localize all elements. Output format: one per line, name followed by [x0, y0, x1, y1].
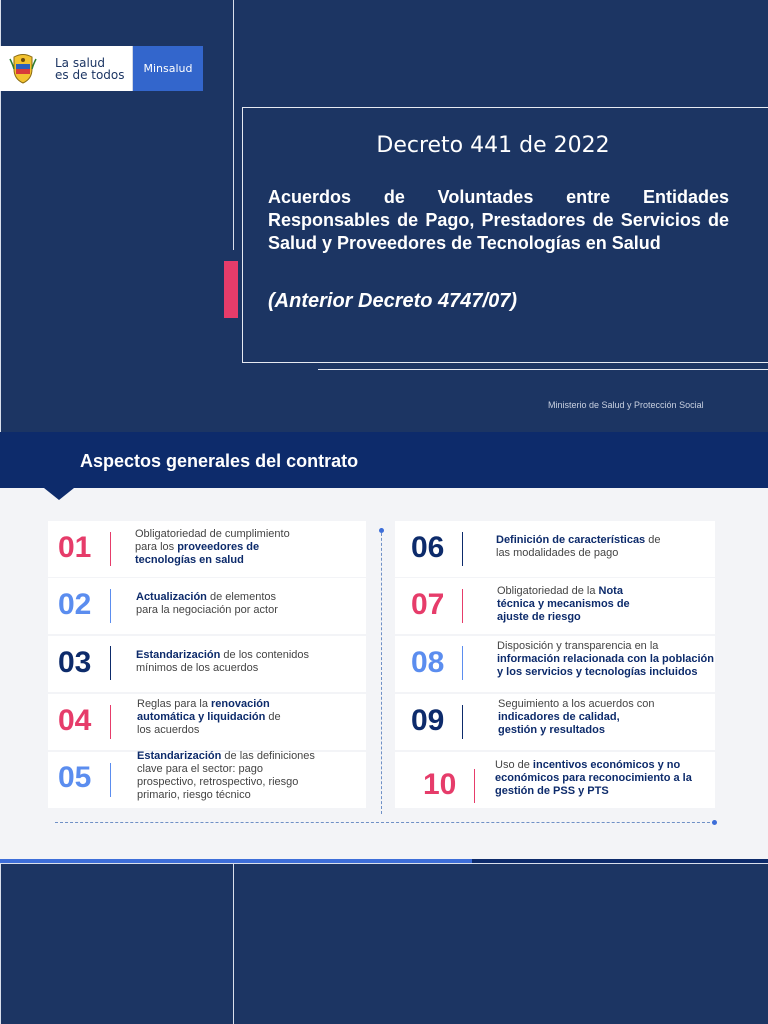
heading-pointer-icon — [44, 488, 74, 500]
aspect-number: 02 — [58, 588, 92, 621]
divider-dot — [379, 528, 384, 533]
previous-decree: (Anterior Decreto 4747/07) — [268, 290, 517, 312]
aspect-number: 10 — [423, 768, 457, 801]
aspect-description — [136, 649, 311, 675]
contract-aspects-slide — [0, 432, 768, 863]
aspect-number: 08 — [411, 646, 445, 679]
aspect-text: Obligatoriedad de cumplimiento para los — [135, 528, 290, 553]
aspect-text: Reglas para la — [137, 698, 211, 710]
aspect-highlight: Estandarización — [137, 750, 222, 762]
center-dotted-divider — [381, 528, 382, 814]
aspect-description — [496, 534, 671, 560]
aspect-number: 05 — [58, 761, 92, 794]
divider-line — [0, 863, 1, 1024]
aspect-separator — [110, 646, 111, 680]
aspect-text: Disposición y transparencia en la — [497, 640, 659, 652]
minsalud-logo — [0, 46, 203, 91]
aspect-separator — [110, 532, 111, 566]
aspect-separator — [462, 589, 463, 623]
aspect-number: 09 — [411, 704, 445, 737]
aspect-number: 06 — [411, 531, 445, 564]
slide-title: Decreto 441 de 2022 — [376, 133, 610, 158]
ministry-name: Ministerio de Salud y Protección Social — [548, 400, 704, 410]
aspect-description — [497, 585, 647, 624]
divider-line — [318, 369, 768, 370]
coat-of-arms-icon — [8, 53, 38, 85]
section-heading: Aspectos generales del contrato — [80, 451, 359, 471]
aspect-separator — [462, 646, 463, 680]
aspect-number: 04 — [58, 704, 92, 737]
aspect-description — [498, 698, 658, 737]
aspect-description — [497, 640, 722, 679]
slide-subtitle: Acuerdos de Voluntades entre Entidades Responsables de Pago, Prestadores de Servicios de Salud y Proveedores de Tecnologías en Salud — [268, 187, 729, 253]
aspect-text: Uso de — [495, 759, 533, 771]
aspect-highlight: Nota técnica y mecanismos de ajuste de riesgo — [497, 585, 630, 623]
aspect-separator — [462, 705, 463, 739]
aspect-text: de los contenidos mínimos de los acuerdos — [136, 649, 310, 674]
aspect-separator — [110, 763, 111, 797]
divider-line — [0, 863, 768, 864]
aspect-text: de elementos para la negociación por actor — [136, 591, 278, 616]
aspect-highlight: Estandarización — [136, 649, 221, 661]
aspect-separator — [462, 532, 463, 566]
aspect-highlight: información relacionada con la población y los servicios y tecnologías incluidos — [497, 653, 714, 678]
aspect-highlight: proveedores de tecnologías en salud — [135, 541, 260, 566]
cover-slide — [0, 0, 768, 432]
bottom-dotted-line — [55, 822, 715, 823]
aspect-highlight: incentivos económicos y no económicos para reconocimiento a la gestión de PSS y PTS — [495, 759, 692, 797]
divider-line — [233, 0, 234, 250]
aspect-text: Seguimiento a los acuerdos con — [498, 698, 655, 710]
aspect-separator — [110, 589, 111, 623]
minsalud-badge: Minsalud — [133, 46, 203, 91]
aspect-description — [136, 591, 301, 617]
aspect-description — [495, 759, 695, 798]
aspect-description — [135, 528, 300, 567]
aspect-highlight: Definición de características — [496, 534, 646, 546]
aspect-separator — [110, 705, 111, 739]
aspect-description — [137, 698, 287, 737]
aspect-text: de los acuerdos — [137, 711, 281, 736]
aspect-text: de las modalidades de pago — [496, 534, 661, 559]
divider-line — [233, 863, 234, 1024]
aspect-text: de las definiciones clave para el sector: pago prospectivo, retrospectivo, riesgo primario, riesgo técnico — [137, 750, 315, 801]
aspect-highlight: renovación automática y liquidación — [137, 698, 270, 723]
aspect-number: 07 — [411, 588, 445, 621]
aspect-text: Obligatoriedad de la — [497, 585, 599, 597]
line-end-dot — [712, 820, 717, 825]
aspect-number: 03 — [58, 646, 92, 679]
logo-slogan: La salud es de todos — [55, 56, 125, 82]
aspect-separator — [474, 769, 475, 803]
accent-bar — [224, 261, 238, 318]
aspect-description — [137, 750, 317, 802]
aspect-highlight: Actualización — [136, 591, 207, 603]
aspect-number: 01 — [58, 531, 92, 564]
next-slide — [0, 863, 768, 1024]
aspect-highlight: indicadores de calidad, gestión y resultados — [498, 711, 620, 736]
